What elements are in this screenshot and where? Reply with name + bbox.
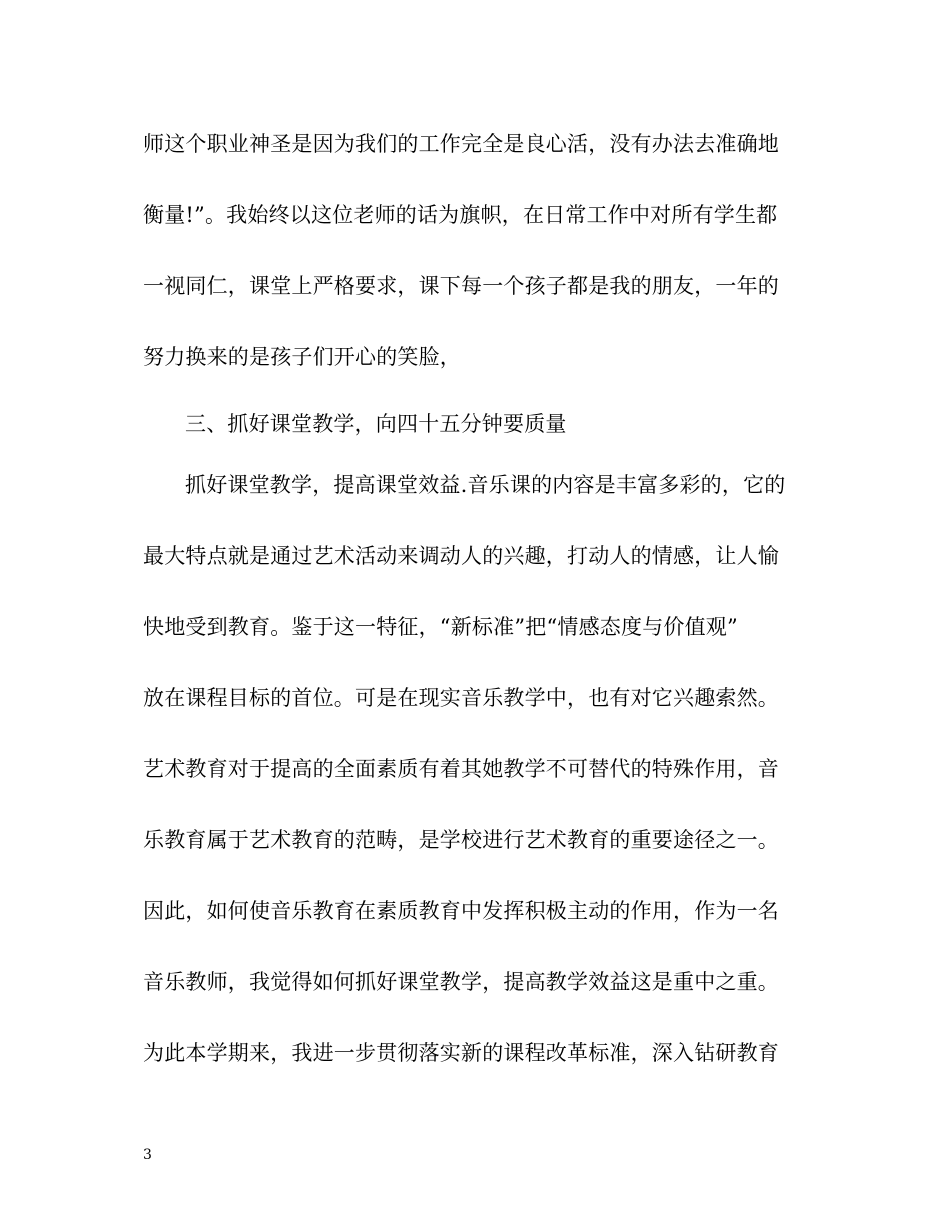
body-text-line: 快地受到教育。鉴于这一特征，“新标准”把“情感态度与价值观”: [143, 615, 738, 639]
body-text-line: 放在课程目标的首位。可是在现实音乐教学中，也有对它兴趣索然。: [143, 686, 779, 710]
body-text-line: 乐教育属于艺术教育的范畴，是学校进行艺术教育的重要途径之一。: [143, 828, 779, 852]
body-text-line: 音乐教师，我觉得如何抓好课堂教学，提高教学效益这是重中之重。: [143, 970, 779, 994]
body-text-line: 师这个职业神圣是因为我们的工作完全是良心活，没有办法去准确地: [143, 132, 779, 156]
body-text-line: 衡量!”。我始终以这位老师的话为旗帜，在日常工作中对所有学生都: [143, 203, 778, 227]
body-text-line: 努力换来的是孩子们开心的笑脸，: [143, 345, 461, 369]
body-text-line: 为此本学期来，我进一步贯彻落实新的课程改革标准，深入钻研教育: [143, 1041, 779, 1065]
page-number: 3: [143, 1147, 152, 1163]
body-text-line: 因此，如何使音乐教育在素质教育中发挥积极主动的作用，作为一名: [143, 899, 779, 923]
section-heading: 三、抓好课堂教学，向四十五分钟要质量: [185, 412, 567, 436]
body-text-line: 艺术教育对于提高的全面素质有着其她教学不可替代的特殊作用，音: [143, 757, 779, 781]
body-text-line: 一视同仁，课堂上严格要求，课下每一个孩子都是我的朋友，一年的: [143, 274, 779, 298]
body-text-line: 最大特点就是通过艺术活动来调动人的兴趣，打动人的情感，让人愉: [143, 544, 779, 568]
body-text-line: 抓好课堂教学，提高课堂效益.音乐课的内容是丰富多彩的，它的: [185, 473, 786, 497]
